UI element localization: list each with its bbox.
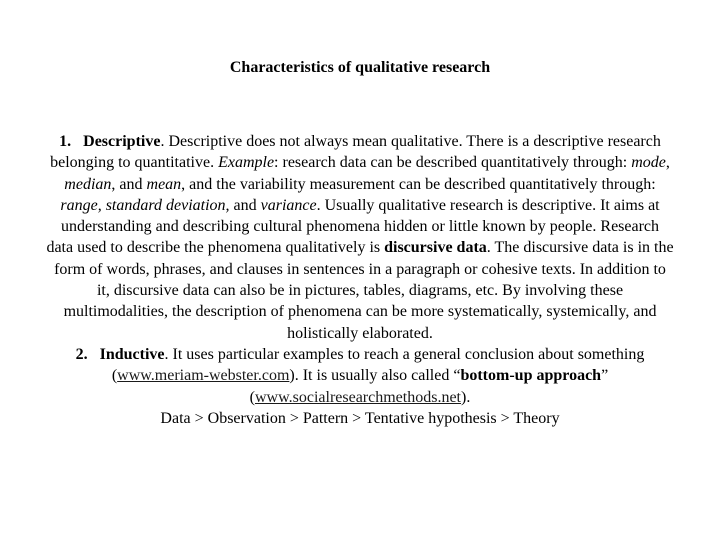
term-variance: variance	[260, 196, 317, 214]
flow-line: Data > Observation > Pattern > Tentative hypothesis > Theory	[160, 409, 560, 427]
separator: ,	[665, 154, 670, 172]
term-median: median	[64, 175, 112, 193]
item-text: . Descriptive does not always mean qualitative. There is a descriptive research belonging to quantitative.	[50, 133, 661, 172]
link-merriam-webster[interactable]: www.meriam-webster.com	[117, 367, 290, 385]
example-label: Example	[218, 154, 275, 172]
item-heading: Descriptive	[83, 133, 161, 150]
item-text: . The discursive data is in the form of words, phrases, and clauses in sentences in a paragraph or cohesive texts. In addition to it, discursive data can also be in pictures, tables, diagrams, etc. By involving these multimodalities, the description of phenomena can be more systematically, systemically, and holistically elaborated.	[54, 239, 674, 342]
separator: , and	[111, 175, 147, 193]
body-text	[46, 131, 674, 429]
item-text: ” (	[249, 367, 609, 406]
link-socialresearchmethods[interactable]: www.socialresearchmethods.net	[255, 388, 461, 406]
item-text: . Usually qualitative research is descriptive. It aims at understanding and describing cultural phenomena hidden or little known by people. Research data used to describe the phenomena qualitatively is	[46, 196, 660, 257]
list-item-inductive	[46, 344, 674, 408]
item-heading: Inductive	[99, 345, 165, 363]
term-discursive-data: discursive data	[384, 239, 487, 257]
term-bottom-up: bottom-up approach	[460, 367, 602, 385]
item-text: , and the variability measurement can be described quantitatively through:	[181, 175, 656, 193]
list-item-descriptive	[46, 131, 674, 344]
item-text: ). It is usually also called “	[289, 367, 461, 385]
item-number: 1.	[59, 133, 72, 150]
item-text: . It uses particular examples to reach a general conclusion about something (	[111, 345, 645, 385]
item-text: ).	[461, 388, 471, 406]
page-title: Characteristics of qualitative research	[229, 59, 491, 76]
item-number: 2.	[75, 345, 88, 363]
separator: and	[229, 196, 261, 214]
item-text: : research data can be described quantitatively through:	[274, 154, 632, 172]
term-range: range, standard deviation,	[60, 196, 230, 214]
term-mode: mode	[631, 154, 666, 172]
term-mean: mean	[146, 175, 182, 193]
